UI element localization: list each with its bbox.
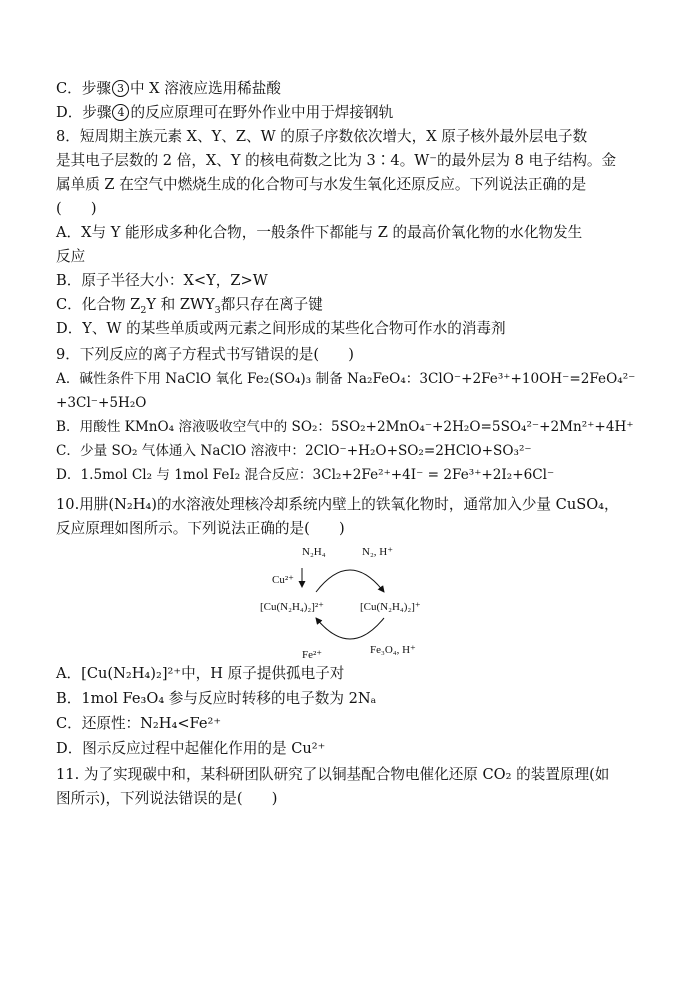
q8-option-a-line2: 反应 xyxy=(56,248,86,265)
label-fe2: Fe²⁺ xyxy=(302,649,323,661)
q10-stem-line2: 反应原理如图所示。下列说法正确的是( ) xyxy=(56,520,345,537)
q8-stem-line3: 属单质 Z 在空气中燃烧生成的化合物可与水发生氧化还原反应。下列说法正确的是 xyxy=(56,176,587,193)
circled-number-4: 4 xyxy=(112,104,129,121)
q9-option-a-line2: +3Cl⁻+5H₂O xyxy=(56,395,147,411)
q8-option-b: B．原子半径大小：X<Y，Z>W xyxy=(56,272,268,289)
bottom-cycle-arrow xyxy=(316,618,384,639)
subscript: 3 xyxy=(214,304,221,316)
subscript: 2 xyxy=(140,304,147,316)
label-fe3o4-h: Fe₃O₄, H⁺ xyxy=(370,644,416,656)
q9-option-b: B．用酸性 KMnO₄ 溶液吸收空气中的 SO₂：5SO₂+2MnO₄⁻+2H₂O=5SO₄²⁻+2Mn²⁺+4H⁺ xyxy=(56,419,634,435)
q8-option-d: D．Y、W 的某些单质或两元素之间形成的某些化合物可作水的消毒剂 xyxy=(56,320,506,337)
label-cu2: Cu²⁺ xyxy=(272,574,294,586)
q8-option-c xyxy=(56,294,656,316)
q7-d-text-rest: 的反应原理可在野外作业中用于焊接钢轨 xyxy=(130,104,394,121)
q7-option-c xyxy=(56,78,656,100)
q8-answer-paren: ( ) xyxy=(56,200,97,217)
label-n2-h: N₂, H⁺ xyxy=(362,546,394,558)
q8-c-text-rest: 都只存在离子键 xyxy=(220,296,323,313)
q10-stem-line1: 10.用肼(N₂H₄)的水溶液处理核冷却系统内壁上的铁氧化物时，通常加入少量 CuSO₄， xyxy=(56,496,619,513)
q8-option-a-line1: A．X与 Y 能形成多种化合物，一般条件下都能与 Z 的最高价氧化物的水化物发生 xyxy=(56,224,583,241)
q10-option-b: B．1mol Fe₃O₄ 参与反应时转移的电子数为 2Nₐ xyxy=(56,690,377,707)
top-cycle-arrow xyxy=(316,570,384,592)
reaction-cycle-diagram xyxy=(250,540,450,665)
q7-d-text: D．步骤 xyxy=(56,104,112,121)
label-right-complex: [Cu(N₂H₄)₂]⁺ xyxy=(360,601,421,613)
q10-option-a: A．[Cu(N₂H₄)₂]²⁺中，H 原子提供孤电子对 xyxy=(56,665,345,682)
q9-option-c: C．少量 SO₂ 气体通入 NaClO 溶液中：2ClO⁻+H₂O+SO₂=2HClO+SO₃²⁻ xyxy=(56,443,532,459)
q7-option-d xyxy=(56,102,656,124)
label-n2h4: N₂H₄ xyxy=(302,546,326,558)
q8-c-text: C．化合物 Z xyxy=(56,296,141,313)
q10-option-c: C．还原性：N₂H₄<Fe²⁺ xyxy=(56,715,222,732)
q9-option-d: D．1.5mol Cl₂ 与 1mol FeI₂ 混合反应：3Cl₂+2Fe²⁺+4I⁻ = 2Fe³⁺+2I₂+6Cl⁻ xyxy=(56,467,555,483)
q10-option-d: D．图示反应过程中起催化作用的是 Cu²⁺ xyxy=(56,740,326,757)
q7-c-text: C．步骤 xyxy=(56,80,111,97)
q9-stem: 9．下列反应的离子方程式书写错误的是( ) xyxy=(56,346,354,363)
q9-option-a-line1: A．碱性条件下用 NaClO 氧化 Fe₂(SO₄)₃ 制备 Na₂FeO₄：3ClO⁻+2Fe³⁺+10OH⁻=2FeO₄²⁻ xyxy=(56,371,636,387)
label-left-complex: [Cu(N₂H₄)₂]²⁺ xyxy=(260,601,324,613)
q8-stem-line2: 是其电子层数的 2 倍，X、Y 的核电荷数之比为 3∶4。W⁻的最外层为 8 电子结构。金 xyxy=(56,152,617,169)
q11-stem-line1: 11. 为了实现碳中和，某科研团队研究了以铜基配合物电催化还原 CO₂ 的装置原理(如 xyxy=(56,766,610,783)
q7-c-text-rest: 中 X 溶液应选用稀盐酸 xyxy=(129,80,281,97)
circled-number-3: 3 xyxy=(112,80,129,97)
q8-stem-line1: 8．短周期主族元素 X、Y、Z、W 的原子序数依次增大，X 原子核外最外层电子数 xyxy=(56,128,588,145)
q11-stem-line2: 图所示)，下列说法错误的是( ) xyxy=(56,790,278,807)
q8-c-text-mid: Y 和 ZWY xyxy=(146,296,215,313)
